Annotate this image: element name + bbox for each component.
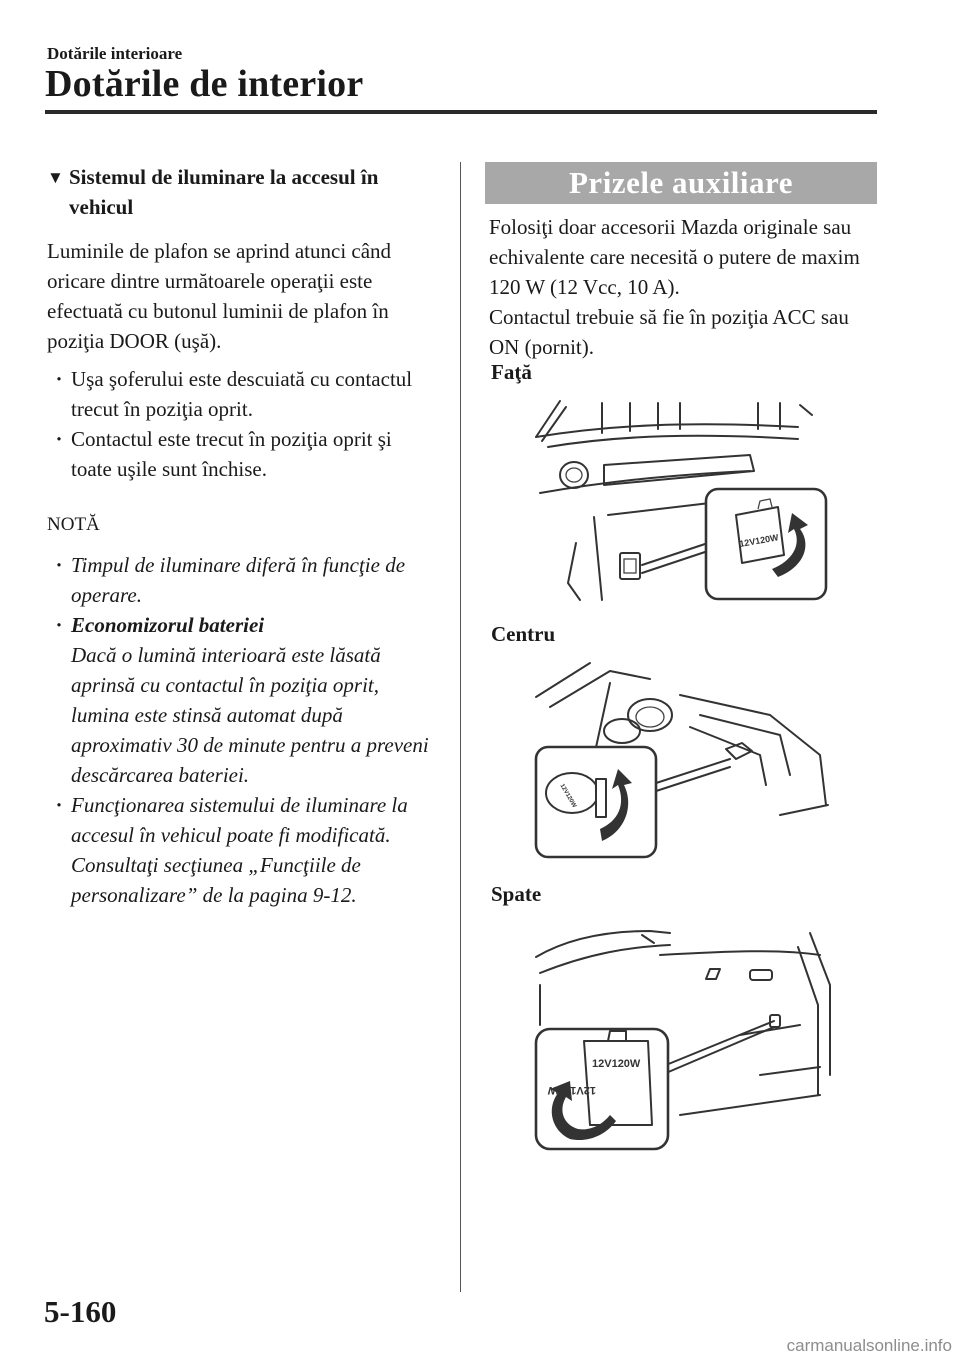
section-kicker: Dotările interioare [47,44,183,63]
list-item [47,364,437,424]
condition-list [47,364,437,484]
note-list [47,550,437,910]
title-rule [45,110,877,114]
socket-marking-text: 12V120W [558,783,577,809]
callout-box [536,747,656,857]
callout-box [536,1029,668,1149]
intro-paragraph: Luminile de plafon se aprind atunci când oricare dintre următoarele operaţii este efectuată cu butonul luminii de plafon în poziţia DOOR (uşă). [47,239,392,353]
note-label: NOTĂ [47,514,100,535]
figure-label-rear: Spate [491,882,542,906]
list-item [47,424,437,484]
bullet-icon: · [55,367,63,391]
callout-box [706,489,826,599]
left-column [47,162,437,910]
bullet-icon: · [55,553,63,577]
note-item-text: Timpul de iluminare diferă în funcţie de operare. [71,553,406,607]
rear-socket-illustration [530,925,840,1155]
column-divider [460,162,461,1292]
list-item-text: Contactul este trecut în poziţia oprit şi toate uşile sunt închise. [71,427,392,481]
note-item [47,610,437,790]
page-number: 5-160 [44,1294,117,1329]
note-item-text: Funcţionarea sistemului de iluminare la accesul în vehicul poate fi modificată. Consultaţi secţiunea „Funcţiile de personalizare” de la pagina 9-12. [71,793,408,907]
note-item [47,790,437,910]
note-item [47,550,437,610]
watermark: carmanualsonline.info [786,1336,952,1355]
socket-marking-text: 12V120W [592,1058,641,1070]
bullet-icon: · [55,427,63,451]
list-item-text: Uşa şoferului este descuiată cu contactul trecut în poziţia oprit. [71,367,413,421]
bullet-icon: · [55,793,63,817]
triangle-marker-icon: ▼ [47,168,64,187]
figure-label-center: Centru [491,622,556,646]
bullet-icon: · [55,613,63,637]
ignition-paragraph: Contactul trebuie să fie în poziţia ACC sau ON (pornit). [489,305,849,359]
socket-marking-text-inverted: 12V120W [547,1084,596,1096]
section-banner: Prizele auxiliare [485,162,877,204]
subsection-heading [47,162,437,222]
subsection-heading-text: Sistemul de iluminare la accesul în vehicul [69,165,379,219]
accessory-paragraph: Folosiţi doar accesorii Mazda originale sau echivalente care necesită o putere de maxim 120 W (12 Vcc, 10 A). [489,215,860,299]
center-socket-illustration [530,655,835,865]
socket-marking-text: 12V120W [738,532,780,549]
note-item-text: Dacă o lumină interioară este lăsată aprinsă cu contactul în poziţia oprit, lumina este stinsă automat după aproximativ 30 de minute pentru a preveni descărcarea bateriei. [71,643,429,787]
front-socket-illustration [530,395,830,605]
page-title: Dotările de interior [45,63,364,105]
note-item-title: Economizorul bateriei [71,613,265,637]
right-column-text [489,212,881,362]
figure-label-front: Faţă [491,360,532,384]
